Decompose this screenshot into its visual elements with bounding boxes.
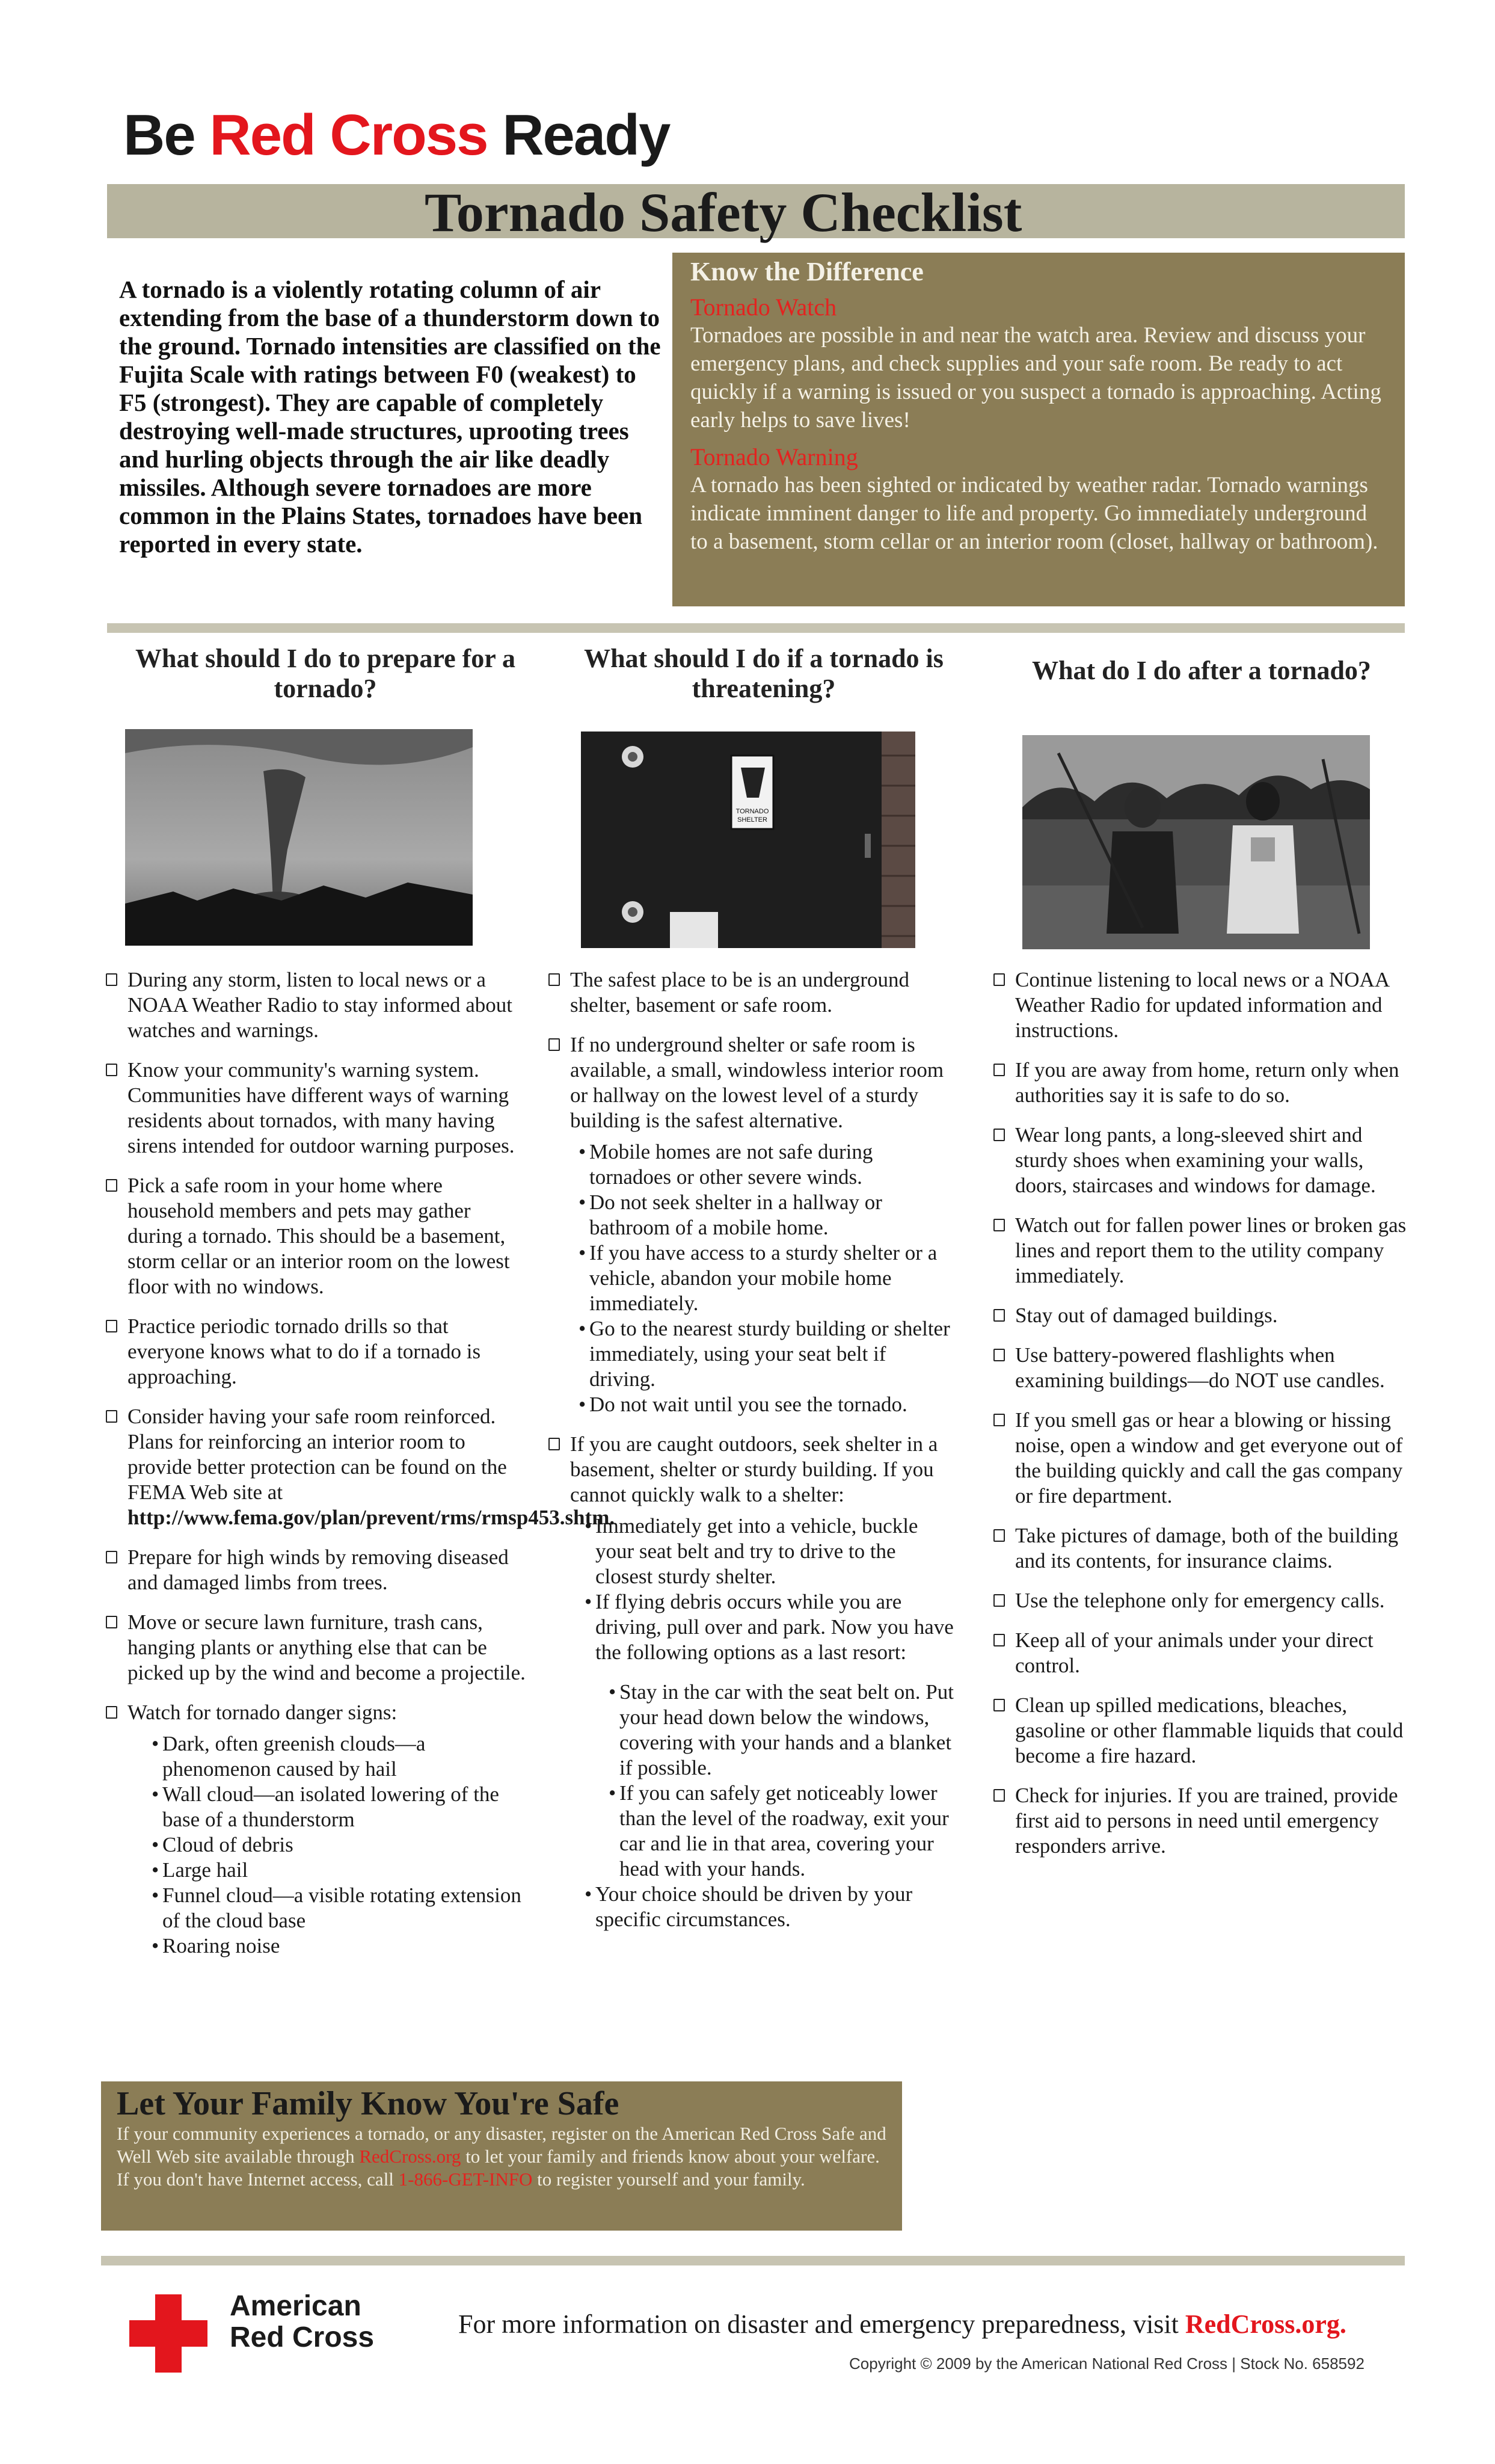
prepare-item-6-text: Prepare for high winds by removing diseased and damaged limbs from trees. bbox=[127, 1545, 509, 1594]
last-resort-option: • If you can safely get noticeably lower than the level of the roadway, exit your car and lie in that area, covering your head with your hands. bbox=[609, 1781, 957, 1882]
shelter-sign-text-1: TORNADO bbox=[735, 808, 769, 815]
after-item bbox=[993, 1303, 1414, 1328]
prepare-item-8-text: Watch for tornado danger signs: bbox=[127, 1701, 398, 1724]
brand-red-cross: Red Cross bbox=[209, 103, 488, 167]
prepare-item-7-text: Move or secure lawn furniture, trash cans, hanging plants or anything else that can be picked up by the wind and become a projectile. bbox=[127, 1610, 526, 1684]
threat-item-2 bbox=[548, 1032, 957, 1133]
checkbox-icon[interactable] bbox=[548, 1438, 560, 1450]
prepare-item-3-text: Pick a safe room in your home where household members and pets may gather during a tornado. This should be a basement, storm cellar or an interior room on the lowest floor with no windows. bbox=[127, 1174, 510, 1298]
prepare-item-2-text: Know your community's warning system. Communities have different ways of warning residents about tornados, with many having sirens intended for outdoor warning purposes. bbox=[127, 1058, 515, 1157]
prepare-item-8 bbox=[106, 1700, 527, 1725]
after-item bbox=[993, 1123, 1414, 1198]
outdoors-list bbox=[585, 1514, 957, 1665]
danger-sign: • Cloud of debris bbox=[152, 1832, 527, 1858]
checkbox-icon[interactable] bbox=[548, 973, 560, 986]
volunteers-photo bbox=[1022, 735, 1370, 949]
col2-heading: What should I do if a tornado is threatening? bbox=[584, 644, 944, 703]
checkbox-icon[interactable] bbox=[993, 1129, 1005, 1141]
after-item-text: Keep all of your animals under your direct control. bbox=[1015, 1628, 1374, 1677]
after-item-text: Take pictures of damage, both of the building and its contents, for insurance claims. bbox=[1015, 1524, 1399, 1572]
after-item-text: Clean up spilled medications, bleaches, gasoline or other flammable liquids that could become a fire hazard. bbox=[1015, 1693, 1404, 1767]
col1-checklist bbox=[106, 967, 615, 1973]
threat-item-1-text: The safest place to be is an underground shelter, basement or safe room. bbox=[570, 968, 910, 1017]
danger-sign: • Dark, often greenish clouds—a phenomenon caused by hail bbox=[152, 1731, 527, 1782]
prepare-item-5 bbox=[106, 1404, 615, 1530]
last-resort-option: • Stay in the car with the seat belt on. Put your head down below the windows, covering with your hands and a blanket if possible. bbox=[609, 1680, 957, 1781]
page-title: Tornado Safety Checklist bbox=[425, 182, 1022, 243]
checkbox-icon[interactable] bbox=[993, 1789, 1005, 1802]
after-item bbox=[993, 1213, 1414, 1289]
after-item-text: Stay out of damaged buildings. bbox=[1015, 1304, 1278, 1327]
intro-paragraph: A tornado is a violently rotating column of air extending from the base of a thunderstorm down to the ground. Tornado intensities are classified on the Fujita Scale with ratings between F0 (weakest) to F5 (strongest). They are capable of completely destroying well-made structures, uprooting trees and hurling objects through the air like deadly missiles. Although severe tornadoes are more common in the Plains States, tornadoes have been reported in every state. bbox=[119, 276, 661, 558]
watch-title: Tornado Watch bbox=[690, 294, 837, 321]
family-text-2: to let your family and friends know about your welfare. If you don't have Internet access, call bbox=[117, 2146, 880, 2190]
prepare-item-4 bbox=[106, 1314, 527, 1390]
after-item-text: If you are away from home, return only when authorities say it is safe to do so. bbox=[1015, 1058, 1399, 1107]
after-item-text: Use battery-powered flashlights when examining buildings—do NOT use candles. bbox=[1015, 1343, 1385, 1392]
know-the-difference-box bbox=[672, 253, 1405, 606]
know-heading: Know the Difference bbox=[690, 257, 924, 286]
checkbox-icon[interactable] bbox=[993, 1529, 1005, 1542]
checkbox-icon[interactable] bbox=[993, 973, 1005, 986]
col3-heading: What do I do after a tornado? bbox=[1032, 656, 1371, 685]
copyright: Copyright © 2009 by the American National Red Cross | Stock No. 658592 bbox=[849, 2355, 1365, 2373]
after-item bbox=[993, 967, 1414, 1043]
checkbox-icon[interactable] bbox=[993, 1064, 1005, 1076]
footer-info bbox=[458, 2309, 1346, 2339]
danger-sign: • Roaring noise bbox=[152, 1933, 527, 1959]
danger-sign: • Large hail bbox=[152, 1858, 527, 1883]
shelter-door-photo bbox=[581, 732, 915, 948]
col2-checklist bbox=[548, 967, 957, 1947]
mobile-home-tip: • Do not wait until you see the tornado. bbox=[579, 1392, 957, 1417]
brand-ready: Ready bbox=[487, 103, 670, 167]
after-item bbox=[993, 1343, 1414, 1393]
after-item bbox=[993, 1058, 1414, 1108]
brand-be: Be bbox=[123, 103, 210, 167]
watch-text: Tornadoes are possible in and near the watch area. Review and discuss your emergency plans, and check supplies and your safe room. Be ready to act quickly if a warning is issued or you suspect a tornado is approaching. Acting early helps to save lives! bbox=[690, 323, 1381, 433]
danger-signs-list bbox=[152, 1731, 527, 1959]
after-item-text: If you smell gas or hear a blowing or hissing noise, open a window and get everyone out of the building quickly and call the gas company or fire department. bbox=[1015, 1408, 1403, 1508]
col3-checklist bbox=[993, 967, 1414, 1873]
footer-redcross-link[interactable]: RedCross.org. bbox=[1185, 2309, 1346, 2339]
checkbox-icon[interactable] bbox=[548, 1038, 560, 1051]
checkbox-icon[interactable] bbox=[993, 1309, 1005, 1322]
prepare-item-1-text: During any storm, listen to local news or a NOAA Weather Radio to stay informed about watches and warnings. bbox=[127, 968, 513, 1042]
footer-org-name bbox=[230, 2291, 374, 2353]
choice-tip: • Your choice should be driven by your specific circumstances. bbox=[585, 1882, 957, 1932]
prepare-item-6 bbox=[106, 1545, 527, 1595]
checkbox-icon[interactable] bbox=[106, 1179, 117, 1192]
family-text-3: to register yourself and your family. bbox=[532, 2169, 805, 2190]
choice-list bbox=[585, 1882, 957, 1932]
mobile-home-tip: • Go to the nearest sturdy building or shelter immediately, using your seat belt if driving. bbox=[579, 1316, 957, 1392]
mobile-home-tip: • Mobile homes are not safe during tornadoes or other severe winds. bbox=[579, 1139, 957, 1190]
after-item-text: Continue listening to local news or a NOAA Weather Radio for updated information and instructions. bbox=[1015, 968, 1389, 1042]
fema-link[interactable]: http://www.fema.gov/plan/prevent/rms/rmsp453.shtm. bbox=[127, 1506, 615, 1529]
threat-item-2-text: If no underground shelter or safe room is available, a small, windowless interior room or hallway on the lowest level of a sturdy building is the safest alternative. bbox=[570, 1033, 944, 1132]
checkbox-icon[interactable] bbox=[993, 1349, 1005, 1361]
checkbox-icon[interactable] bbox=[993, 1594, 1005, 1607]
checkbox-icon[interactable] bbox=[993, 1414, 1005, 1426]
redcross-link[interactable]: RedCross.org bbox=[359, 2146, 461, 2167]
after-item bbox=[993, 1628, 1414, 1678]
after-item-text: Check for injuries. If you are trained, provide first aid to persons in need until emergency responders arrive. bbox=[1015, 1784, 1398, 1858]
title-bar bbox=[107, 182, 1405, 243]
mobile-home-list bbox=[579, 1139, 957, 1417]
volunteers-image bbox=[1022, 735, 1370, 949]
family-text-1: If your community experiences a tornado, or any disaster, register on the American Red Cross Safe and Well Web site available through bbox=[117, 2123, 886, 2167]
checkbox-icon[interactable] bbox=[106, 1320, 117, 1332]
after-item bbox=[993, 1693, 1414, 1769]
prepare-item-3 bbox=[106, 1173, 527, 1299]
family-text bbox=[117, 2122, 886, 2191]
last-resort-list bbox=[609, 1680, 957, 1882]
outdoors-tip: • If flying debris occurs while you are driving, pull over and park. Now you have the following options as a last resort: bbox=[585, 1589, 957, 1665]
prepare-item-4-text: Practice periodic tornado drills so that everyone knows what to do if a tornado is approaching. bbox=[127, 1314, 481, 1388]
checkbox-icon[interactable] bbox=[106, 973, 117, 986]
checkbox-icon[interactable] bbox=[993, 1699, 1005, 1711]
footer-separator bbox=[101, 2256, 1405, 2265]
outdoors-tip: • Immediately get into a vehicle, buckle your seat belt and try to drive to the closest sturdy shelter. bbox=[585, 1514, 957, 1589]
footer-info-text: For more information on disaster and emergency preparedness, visit bbox=[458, 2309, 1185, 2339]
tornado-photo bbox=[125, 729, 473, 946]
threat-item-3 bbox=[548, 1432, 957, 1508]
checkbox-icon[interactable] bbox=[106, 1616, 117, 1628]
after-item bbox=[993, 1523, 1414, 1574]
family-safe-box bbox=[101, 2081, 902, 2231]
org-line-2: Red Cross bbox=[230, 2321, 375, 2353]
after-item-text: Use the telephone only for emergency calls. bbox=[1015, 1589, 1385, 1612]
mobile-home-tip: • If you have access to a sturdy shelter or a vehicle, abandon your mobile home immediately. bbox=[579, 1240, 957, 1316]
mobile-home-tip: • Do not seek shelter in a hallway or bathroom of a mobile home. bbox=[579, 1190, 957, 1240]
checkbox-icon[interactable] bbox=[993, 1219, 1005, 1231]
checkbox-icon[interactable] bbox=[106, 1706, 117, 1719]
section-separator bbox=[107, 623, 1405, 633]
family-heading: Let Your Family Know You're Safe bbox=[117, 2085, 619, 2122]
brand-title bbox=[123, 102, 669, 168]
threat-item-3-text: If you are caught outdoors, seek shelter in a basement, shelter or sturdy building. If you cannot quickly walk to a shelter: bbox=[570, 1432, 938, 1506]
prepare-item-1 bbox=[106, 967, 527, 1043]
shelter-sign-text-2: SHELTER bbox=[737, 816, 767, 824]
checkbox-icon[interactable] bbox=[993, 1634, 1005, 1646]
red-cross-logo-icon bbox=[129, 2294, 207, 2376]
after-item bbox=[993, 1588, 1414, 1613]
checkbox-icon[interactable] bbox=[106, 1410, 117, 1423]
danger-sign: • Funnel cloud—a visible rotating extension of the cloud base bbox=[152, 1883, 527, 1933]
shelter-door-image bbox=[581, 732, 915, 948]
prepare-item-2 bbox=[106, 1058, 527, 1159]
after-item bbox=[993, 1408, 1414, 1509]
phone-link[interactable]: 1-866-GET-INFO bbox=[398, 2169, 533, 2190]
warning-text: A tornado has been sighted or indicated by weather radar. Tornado warnings indicate imminent danger to life and property. Go immediately underground to a basement, storm cellar or an interior room (closet, hallway or bathroom). bbox=[690, 473, 1378, 554]
threat-item-1 bbox=[548, 967, 957, 1018]
danger-sign: • Wall cloud—an isolated lowering of the base of a thunderstorm bbox=[152, 1782, 527, 1832]
tornado-photo-image bbox=[125, 729, 473, 946]
after-item bbox=[993, 1783, 1414, 1859]
org-line-1: American bbox=[230, 2290, 361, 2322]
col1-heading: What should I do to prepare for a tornado? bbox=[135, 644, 515, 703]
prepare-item-7 bbox=[106, 1610, 527, 1686]
checkbox-icon[interactable] bbox=[106, 1551, 117, 1563]
warning-title: Tornado Warning bbox=[690, 443, 858, 470]
checkbox-icon[interactable] bbox=[106, 1064, 117, 1076]
after-item-text: Wear long pants, a long-sleeved shirt and sturdy shoes when examining your walls, doors, staircases and windows for damage. bbox=[1015, 1123, 1376, 1197]
after-item-text: Watch out for fallen power lines or broken gas lines and report them to the utility company immediately. bbox=[1015, 1213, 1407, 1287]
prepare-item-5-text: Consider having your safe room reinforced. Plans for reinforcing an interior room to provide better protection can be found on the FEMA Web site at bbox=[127, 1405, 507, 1504]
